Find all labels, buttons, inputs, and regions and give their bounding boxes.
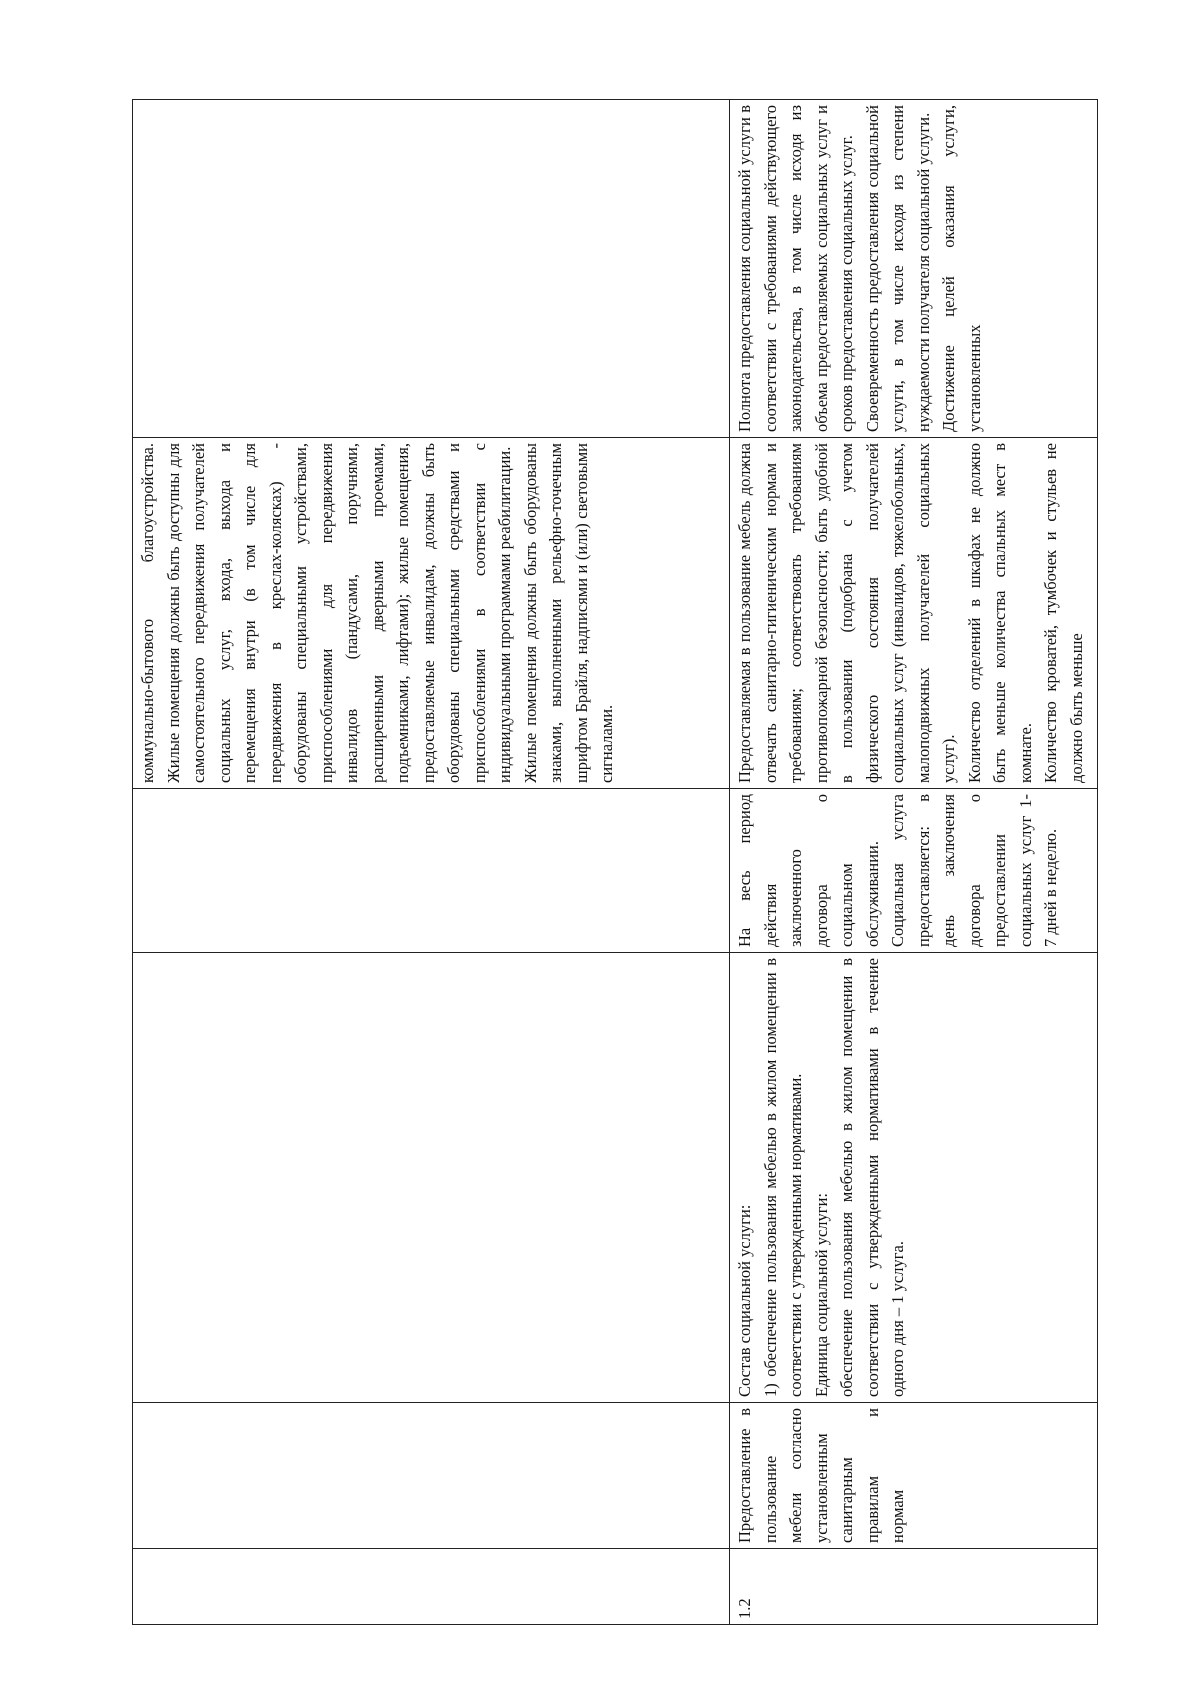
cell-service-name: Предоставление в пользование мебели согласно установленным санитарным правилам и нормам [730, 1403, 1098, 1549]
cell-empty-number [133, 1549, 730, 1625]
cell-empty-period [133, 789, 730, 953]
cell-service-standard: Предоставляемая в пользование мебель должна отвечать санитарно-гигиеническим нормам и требованиям; соответствовать требованиям противопожарной безопасности; быть удобной в пользовании (подобрана с учетом физического состояния получателей социальных услуг (инвалидов, тяжелобольных, малоподвижных получателей социальных услуг). Количество отделений в шкафах не должно быть меньше количества спальных мест в комнате. Количество кроватей, тумбочек и стульев не должно быть меньше [730, 438, 1098, 789]
cell-empty-indicators [133, 100, 730, 438]
cell-empty-name [133, 1403, 730, 1549]
social-services-table [132, 99, 1098, 1625]
cell-number: 1.2 [730, 1549, 1098, 1625]
cell-quality-indicators: Полнота предоставления социальной услуги в соответствии с требованиями действующего законодательства, в том числе исходя из объема предоставляемых социальных услуг и сроков предоставления социальных услуг. Своевременность предоставления социальной услуги, в том числе исходя из степени нуждаемости получателя социальной услуги. Достижение целей оказания услуги, установленных [730, 100, 1098, 438]
cell-service-period: На весь период действия заключенного договора о социальном обслуживании. Социальная услуга предоставляется: в день заключения договора о предоставлении социальных услуг 1-7 дней в неделю. [730, 789, 1098, 953]
cell-empty-description [133, 953, 730, 1403]
rotated-table-wrapper [132, 100, 1087, 1625]
table-row-continued [133, 100, 730, 1625]
cell-service-description: Состав социальной услуги: 1) обеспечение пользования мебелью в жилом помещении в соответствии с утвержденными нормативами. Единица социальной услуги: обеспечение пользования мебелью в жилом помещении в соответствии с утвержденными нормативами в течение одного дня – 1 услуга. [730, 953, 1098, 1403]
cell-standard-continued: коммунально-бытового благоустройства. Жилые помещения должны быть доступны для самостоятельного передвижения получателей социальных услуг, входа, выхода и перемещения внутри (в том числе для передвижения в креслах-колясках) - оборудованы специальными устройствами, приспособлениями для передвижения инвалидов (пандусами, поручнями, расширенными дверными проемами, подъемниками, лифтами); жилые помещения, предоставляемые инвалидам, должны быть оборудованы специальными средствами и приспособлениями в соответствии с индивидуальными программами реабилитации. Жилые помещения должны быть оборудованы знаками, выполненными рельефно-точечным шрифтом Брайля, надписями и (или) световыми сигналами. [133, 438, 730, 789]
table-row-1-2 [730, 100, 1098, 1625]
